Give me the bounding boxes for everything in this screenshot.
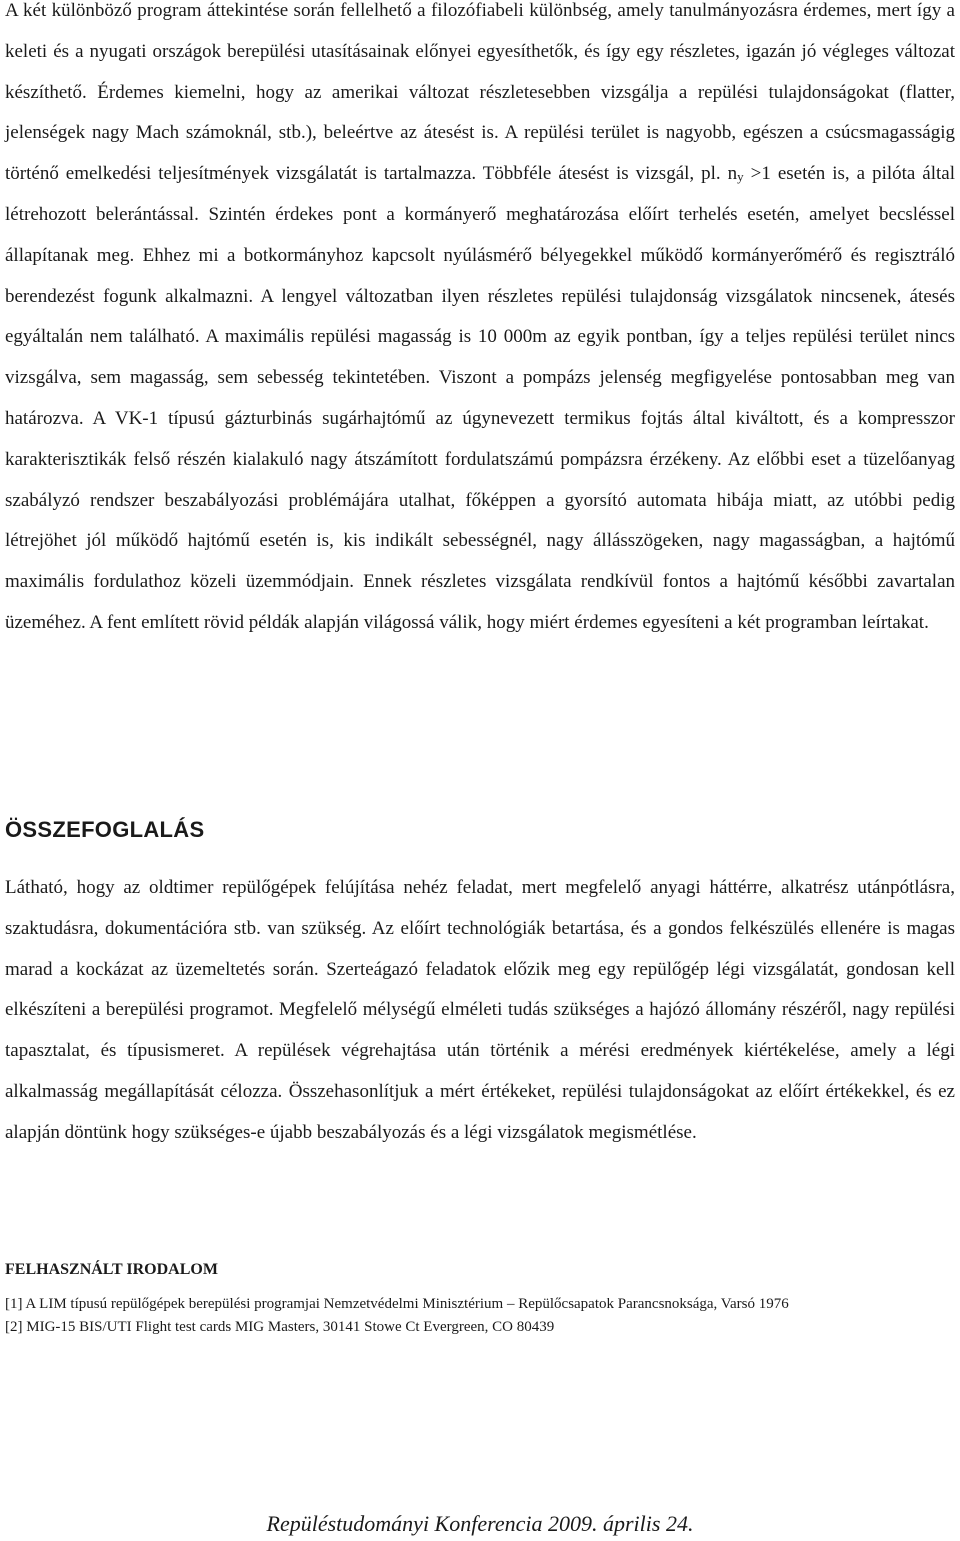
reference-list [5,1294,955,1340]
paragraph-text-part-1: A két különböző program áttekintése során fellelhető a filozófiabeli különbség, amely tanulmányozásra érdemes, mert így a keleti és a nyugati országok berepülési utasításainak előnyei egyesíthetők, és így egy részletes, igazán jó végleges változat készíthető. Érdemes kiemelni, hogy az amerikai változat részletesebben vizsgálja a repülési tulajdonságokat (flatter, jelenségek nagy Mach számoknál, stb.), beleértve az átesést is. A repülési terület is nagyobb, egészen a csúcsmagasságig történő emelkedési teljesítmények vizsgálatát is tartalmazza. Többféle átesést is vizsgál, pl. n [5,0,955,185]
references-heading: FELHASZNÁLT IRODALOM [5,1261,218,1278]
page-footer: Repüléstudományi Konferencia 2009. április 24. [266,1511,694,1536]
body-paragraph-summary: Látható, hogy az oldtimer repülőgépek felújítása nehéz feladat, mert megfelelő anyagi háttérre, alkatrész utánpótlásra, szaktudásra, dokumentációra stb. van szükség. Az előírt technológiák betartása, és a gondos felkészülés ellenére is magas marad a kockázat az üzemeltetés során. Szerteágazó feladatok előzik meg egy repülőgép légi vizsgálatát, gondosan kell elkészíteni a berepülési programot. Megfelelő mélységű elméleti tudás szükséges a hajózó állomány részéről, nagy repülési tapasztalat, és típusismeret. A repülések végrehajtása után történik a mérési eredmények kiértékelése, amely a légi alkalmasság megállapítását célozza. Összehasonlítjuk a mért értékeket, repülési tulajdonságokat az előírt értékekkel, és ez alapján döntünk hogy szükséges-e újabb beszabályozás és a légi vizsgálatok megismétlése. [5,877,955,1143]
body-paragraph-comparison [5,0,955,644]
reference-item: [1] A LIM típusú repülőgépek berepülési programjai Nemzetvédelmi Minisztérium – Repülőcsapatok Parancsnoksága, Varsó 1976 [5,1296,789,1312]
reference-item: [2] MIG-15 BIS/UTI Flight test cards MIG Masters, 30141 Stowe Ct Evergreen, CO 80439 [5,1319,555,1335]
subscript-y: y [737,169,744,185]
paragraph-text-part-2: >1 esetén is, a pilóta által létrehozott belerántással. Szintén érdekes pont a kormányerő meghatározása előírt terhelés esetén, amelyet becsléssel állapítanak meg. Ehhez mi a botkormányhoz kapcsolt nyúlásmérő bélyegekkel működő kormányerőmérő és regisztráló berendezést fogunk alkalmazni. A lengyel változatban ilyen részletes repülési tulajdonság vizsgálatok nincsenek, átesés egyáltalán nem található. A maximális repülési magasság is 10 000m az egyik pontban, így a teljes repülési terület nincs vizsgálva, sem magasság, sem sebesség tekintetében. Viszont a pompázs jelenség megfigyelése pontosabban meg van határozva. A VK-1 típusú gázturbinás sugárhajtómű az úgynevezett termikus fojtás által kiváltott, és a kompresszor karakterisztikák felső részén kialakuló nagy átszámított fordulatszámú pompázsra érzékeny. Az előbbi eset a tüzelőanyag szabályzó rendszer beszabályozási problémájára utalhat, főképpen a gyorsító automata hibája miatt, az utóbbi pedig létrejöhet jól működő hajtómű esetén is, kis indikált sebességnél, nagy állásszögeken, nagy magasságban, a hajtómű maximális fordulathoz közeli üzemmódjain. Ennek részletes vizsgálata rendkívül fontos a hajtómű későbbi zavartalan üzeméhez. A fent említett rövid példák alapján világossá válik, hogy miért érdemes egyesíteni a két programban leírtakat. [5,163,956,633]
section-heading-summary: ÖSSZEFOGLALÁS [5,817,205,842]
